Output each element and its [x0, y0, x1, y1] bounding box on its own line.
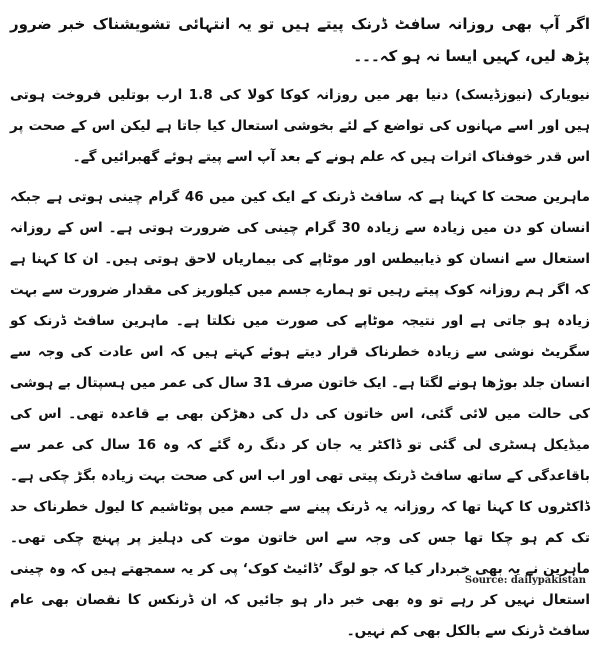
article-paragraph-2: ماہرین صحت کا کہنا ہے کہ سافٹ ڈرنک کے ایک کین میں 46 گرام چینی ہوتی ہے جبکہ انسان کو دن میں زیادہ سے زیادہ 30 گرام چینی کی ضرورت ہوتی ہے۔ اس کے روزانہ استعال سے انسان کو ذیابیطس اور موٹاپے کی بیماریاں لاحق ہوتی ہیں۔ ان کا کہنا ہے کہ اگر ہم روزانہ کوک پیتے رہیں تو ہمارے جسم میں کیلوریز کی مقدار ضرورت سے بہت زیادہ ہو جاتی ہے اور نتیجہ موٹاپے کی صورت میں نکلتا ہے۔ ماہرین سافٹ ڈرنک کو سگریٹ نوشی سے زیادہ خطرناک قرار دیتے ہوئے کہتے ہیں کہ اس عادت کی وجہ سے انسان جلد بوڑھا ہونے لگتا ہے۔ ایک خاتون صرف 31 سال کی عمر میں ہسپتال بے ہوشی کی حالت میں لائی گئی، اس خاتون کی دل کی دھڑکن بھی بے قاعدہ تھی۔ اس کی میڈیکل ہسٹری لی گئی تو ڈاکٹر یہ جان کر دنگ رہ گئے کہ وہ 16 سال کی عمر سے باقاعدگی کے ساتھ سافٹ ڈرنک پیتی تھی اور اب اس کی صحت بہت زیادہ بگڑ چکی ہے۔ ڈاکٹروں کا کہنا تھا کہ روزانہ یہ ڈرنک پینے سے جسم میں پوٹاشیم کا لیول خطرناک حد تک کم ہو چکا تھا جس کی وجہ سے اس خاتون موت کی دہلیز پر پہنچ چکی تھی۔ ماہرین نے یہ بھی خبردار کیا کہ جو لوگ ’ڈائیٹ کوک‘ پی کر یہ سمجھتے ہیں کہ وہ چینی استعال نہیں کر رہے تو وہ بھی خبر دار ہو جائیں کہ ان ڈرنکس کا نقصان بھی عام سافٹ ڈرنک سے بالکل بھی کم نہیں۔ — [10, 189, 590, 639]
article-paragraph-1: نیویارک (نیوزڈیسک) دنیا بھر میں روزانہ کوکا کولا کی 1.8 ارب بوتلیں فروخت ہوتی ہیں اور اسے مہانوں کی تواضع کے لئے بخوشی استعال کیا جاتا ہے لیکن اس کے صحت پر اس قدر خوفناک اثرات ہیں کہ علم ہونے کے بعد آپ اسے پیتے ہوئے گھبرائیں گے۔ — [10, 87, 590, 165]
article-body — [10, 8, 590, 656]
article-headline: اگر آپ بھی روزانہ سافٹ ڈرنک پیتے ہیں تو یہ انتہائی تشویشناک خبر ضرور پڑھ لیں، کہیں ایسا نہ ہو کہ۔۔۔ — [10, 15, 590, 65]
source-credit: Source: dailypakistan — [464, 575, 586, 586]
